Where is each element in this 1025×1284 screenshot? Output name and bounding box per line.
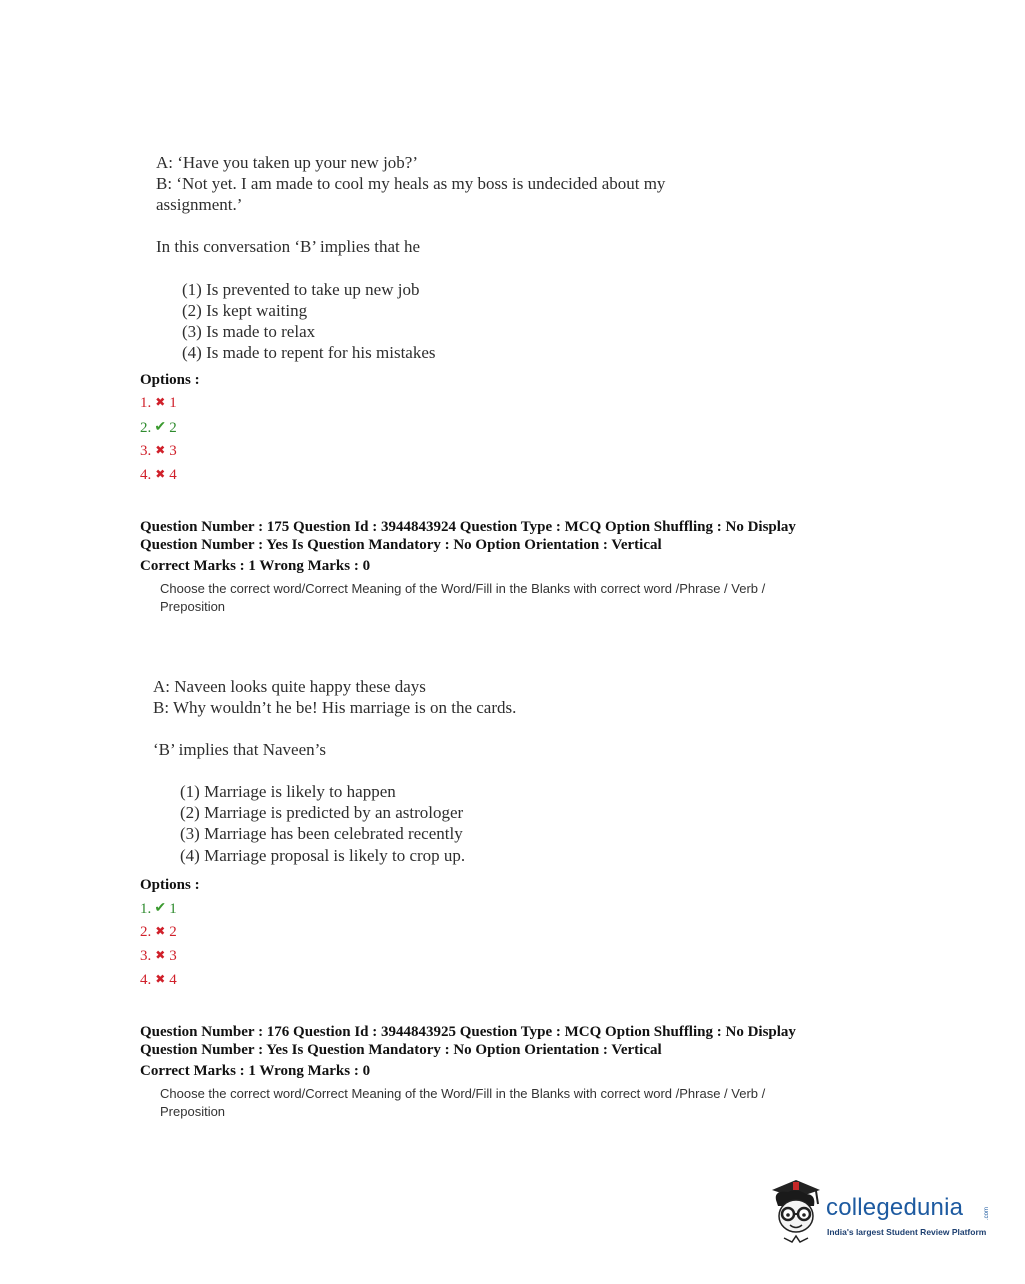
q175-choice-3: (3) Marriage has been celebrated recently [180,824,463,843]
q175-marks: Correct Marks : 1 Wrong Marks : 0 [140,558,371,574]
cross-icon: ✖ [155,395,166,409]
option-value: 4 [169,972,177,988]
q175-choice-1: (1) Marriage is likely to happen [180,782,396,801]
q175-meta-line-1: Question Number : 175 Question Id : 3944843924 Question Type : MCQ Option Shuffling : No Display [140,519,796,535]
option-number: 3. [140,948,152,964]
option-value: 3 [169,443,177,459]
q174-option-3 [140,443,177,460]
q174-choice-1: (1) Is prevented to take up new job [182,280,420,299]
q175-option-2 [140,924,177,941]
collegedunia-logo[interactable] [766,1176,996,1248]
logo-tagline: India's largest Student Review Platform [827,1227,987,1237]
q174-dialogue-line-1: A: ‘Have you taken up your new job?’ [156,153,419,172]
q175-dialogue-line-1: A: Naveen looks quite happy these days [153,677,426,696]
q174-option-1 [140,395,177,412]
q176-category-line-1: Choose the correct word/Correct Meaning of the Word/Fill in the Blanks with correct word /Phrase / Verb / [160,1086,766,1101]
q175-option-3 [140,948,177,965]
q175-dialogue-line-2: B: Why wouldn’t he be! His marriage is on the cards. [153,698,517,717]
q175-category-line-2: Preposition [160,599,226,614]
q174-prompt: In this conversation ‘B’ implies that he [156,237,421,256]
q174-choice-4: (4) Is made to repent for his mistakes [182,343,436,362]
q175-choice-4: (4) Marriage proposal is likely to crop up. [180,846,466,865]
graduate-mascot-icon [766,1176,826,1248]
q175-option-4 [140,972,177,989]
q175-category-line-1: Choose the correct word/Correct Meaning of the Word/Fill in the Blanks with correct word /Phrase / Verb / [160,581,766,596]
checkmark-icon: ✔ [154,901,167,916]
option-number: 1. [140,901,152,917]
option-value: 2 [169,420,177,436]
option-number: 4. [140,467,152,483]
q174-dialogue-line-2: B: ‘Not yet. I am made to cool my heals as my boss is undecided about my [156,174,666,193]
option-value: 4 [169,467,177,483]
q176-category-line-2: Preposition [160,1104,226,1119]
option-value: 1 [169,395,177,411]
q174-option-4 [140,467,177,484]
cross-icon: ✖ [155,924,166,938]
q176-marks: Correct Marks : 1 Wrong Marks : 0 [140,1063,371,1079]
q174-choice-3: (3) Is made to relax [182,322,316,341]
option-number: 1. [140,395,152,411]
option-value: 1 [169,901,177,917]
option-value: 2 [169,924,177,940]
q174-option-2 [140,419,177,437]
q174-dialogue-line-3: assignment.’ [156,195,243,214]
option-number: 4. [140,972,152,988]
logo-domain-suffix: .com [984,1206,990,1220]
q175-option-1 [140,900,177,918]
cross-icon: ✖ [155,467,166,481]
option-number: 2. [140,924,152,940]
cross-icon: ✖ [155,443,166,457]
option-number: 2. [140,420,152,436]
q174-options-label: Options : [140,372,200,388]
q175-prompt: ‘B’ implies that Naveen’s [153,740,326,759]
q176-meta-line-1: Question Number : 176 Question Id : 3944843925 Question Type : MCQ Option Shuffling : No Display [140,1024,796,1040]
logo-wordmark: collegedunia [826,1194,964,1221]
q175-options-label: Options : [140,877,200,893]
option-value: 3 [169,948,177,964]
option-number: 3. [140,443,152,459]
cross-icon: ✖ [155,972,166,986]
q175-choice-2: (2) Marriage is predicted by an astrologer [180,803,464,822]
cross-icon: ✖ [155,948,166,962]
q176-meta-line-2: Question Number : Yes Is Question Mandatory : No Option Orientation : Vertical [140,1042,662,1058]
q175-meta-line-2: Question Number : Yes Is Question Mandatory : No Option Orientation : Vertical [140,537,662,553]
checkmark-icon: ✔ [154,420,167,435]
q174-choice-2: (2) Is kept waiting [182,301,308,320]
